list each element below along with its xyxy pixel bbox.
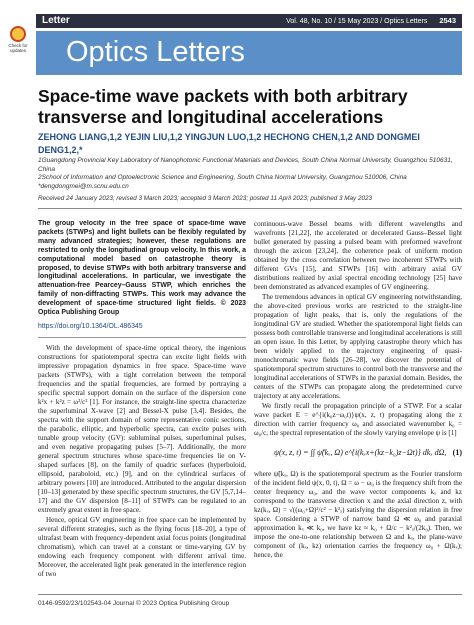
citation-info [286, 16, 456, 25]
body-paragraph: With the development of space-time optical theory, the ingenious constructions for spatiotemporal spectra can excite light fields with impressive propagation dynamics in free space. Space-time wave packets (STWPs), with a tight correlation between the temporal frequencies and the spatial frequencies, are formed by portraying a specific spectral support domain on the surface of the dispersion cone k²x + k²z = ω²/c² [1]. For instance, the straight-line spectra characterize the superluminal X-wave [2] and Bessel-X pulse [3,4]. Besides, the spectra with the support domain of some representative conic sections, the parabolic, elliptic, and hyperbolic spectra, can excite pulses with tunable group velocity (GV): subluminal pulses, superluminal pulses, and even negative propagating pulses [5–7]. Additionally, the more general spectrum structures whose space-time frequencies lie on V-shaped surfaces [8], on the family of quadric surfaces (hyperboloid, ellipsoid, paraboloid, etc.) [9], and on the cylindrical surfaces of arbitrary powers [10] are introduced. Attributed to the angular dispersion [10–13] generated by these specific spectrum structures, the GV [5,7,14–17] and the GV dispersion [8–11] of STWPs can be regulated to an extremely great extent in free space. [38, 343, 246, 514]
abstract: The group velocity in the free space of space-time wave packets (STWPs) and light bullets can be flexibly regulated by many advanced strategies; however, these regulations are restricted to only the longitudinal group velocity. In this work, a computational model based on catastrophe theory is proposed, to devise STWPs with both arbitrary transverse and longitudinal accelerations. In particular, we investigate the attenuation-free Pearcey–Gauss STWP, which enriches the family of non-diffracting STWPs. This work may advance the development of space-time structured light fields. © 2023 Optica Publishing Group [38, 220, 246, 317]
body-paragraph: continuous-wave Bessel beams with different wavelengths and wavefronts [21,22], the accelerated or decelerated Gauss–Bessel light bullet generated by passing a pulsed beam with preformed wavefront through the axicon [23,24], the coherence peak of uniform motion obtained by the cross correlation between two incoherent STWPs with different GVs [15], and STWPs [16] with arbitrary axial GV distributions realized by axial spectral encoding technology [25] have been demonstrated as advanced examples of GV engineering. [254, 220, 462, 291]
body-paragraph: Hence, optical GV engineering in free space can be implemented by several different strategies, such as the flying focus [18–20], a type of ultrafast beam with frequency-dependent axial focus points (longitudinal chromatism), which can travel at a constant or time-varying GV by endowing each frequency component with different arrival time. Moreover, the accelerated light peak generated in the interference region of two [38, 515, 246, 578]
footer-copyright: 0146-9592/23/102543-04 Journal © 2023 Optica Publishing Group [38, 600, 230, 607]
journal-header-bar [36, 14, 462, 28]
abstract-divider [38, 337, 246, 338]
journal-name: Optics Letters [66, 36, 245, 68]
footer-divider [38, 594, 462, 595]
equation-expression: ψ(x, z, t) = ∫∫ ψ̃(kₓ, Ω) e^{i(kₓx+(kz−k₀)z−Ωt)} dkₓ dΩ, [274, 448, 447, 457]
body-paragraph: where ψ̃(kₓ, Ω) is the spatiotemporal spectrum as the Fourier transform of the incident field ψ(x, 0, t), Ω = ω − ω₀ is the frequency shift from the center frequency ω₀, and the wave vector components kₓ and kz correspond to the transverse direction x and the axial direction z, with kz(kₓ, Ω) = √((ω₀+Ω)²/c² − k²ₓ) satisfying the dispersion relation in free space. Considering a STWP of narrow band Ω ≪ ω₀ and paraxial approximation kₓ ≪ k₀, we have kz ≈ k₀ + Ω/c − k²ₓ/(2k₀). Then, we impose the one-to-one relationship between Ω and kₓ, the plane-wave component of (kₓ, kz) orientation carries the frequency ω₀ + Ω(kₓ); hence, the [254, 470, 462, 559]
affiliation-2: 2School of Information and Optoelectronic Science and Engineering, South China Normal University, Guangzhou 510006, China [38, 174, 407, 182]
corresponding-email[interactable]: *dengdongmei@m.scnu.edu.cn [38, 182, 129, 190]
body-paragraph: The tremendous advances in optical GV engineering notwithstanding, the above-cited previous works are restricted to the straight-line propagation of light peaks, that is, only the regulations of the longitudinal GV are studied. Whether the spatiotemporal light fields can possess both controllable transverse and longitudinal accelerations is still an open issue. In this Letter, by applying catastrophe theory which has been widely applied to the trajectory engineering of quasi-monochromatic wave fields [26–28], we discover the potential of spatiotemporal spectrum structures to control both the transverse and the longitudinal accelerations of STWPs in the paraxial domain. Besides, the centers of the STWPs can propagate along the predetermined curve trajectory at any accelerations. [254, 293, 462, 400]
right-column [254, 220, 462, 560]
affiliations [38, 157, 462, 191]
badge-label: Check for updates [8, 43, 28, 53]
update-icon [10, 26, 26, 42]
body-paragraph: We firstly recall the propagation principle of a STWP. For a scalar wave packet E = e^{i(k₀z−ω₀t)}ψ(x, z, t) propagating along the z direction with carrier frequency ω₀ and associated wavenumber k₀ = ω₀/c, the spectral representation of the slowly varying envelope ψ is [1] [254, 402, 462, 437]
check-for-updates-badge[interactable] [6, 26, 30, 54]
journal-logo [36, 31, 462, 75]
received-dates: Received 24 January 2023; revised 3 March 2023; accepted 3 March 2023; posted 11 April 2023; published 3 May 2023 [38, 195, 372, 202]
equation-1 [254, 442, 462, 466]
doi-link[interactable]: https://doi.org/10.1364/OL.486345 [38, 322, 143, 330]
section-label: Letter [42, 15, 70, 26]
article-title: Space-time wave packets with both arbitrary transverse and longitudinal accelerations [38, 86, 408, 127]
divider [38, 208, 462, 209]
left-column [38, 220, 246, 579]
citation-text: Vol. 48, No. 10 / 15 May 2023 / Optics Letters [286, 18, 428, 25]
page-number: 2543 [439, 16, 456, 25]
equation-number: (1) [452, 448, 462, 457]
author-names: ZEHONG LIANG,1,2 YEJIN LIU,1,2 YINGJUN LUO,1,2 HECHONG CHEN,1,2 AND DONGMEI DENG1,2,* [38, 132, 420, 155]
affiliation-1: 1Guangdong Provincial Key Laboratory of Nanophotonic Functional Materials and Devices, South China Normal University, Guangzhou 510631, China [38, 157, 453, 173]
author-list [38, 131, 462, 157]
